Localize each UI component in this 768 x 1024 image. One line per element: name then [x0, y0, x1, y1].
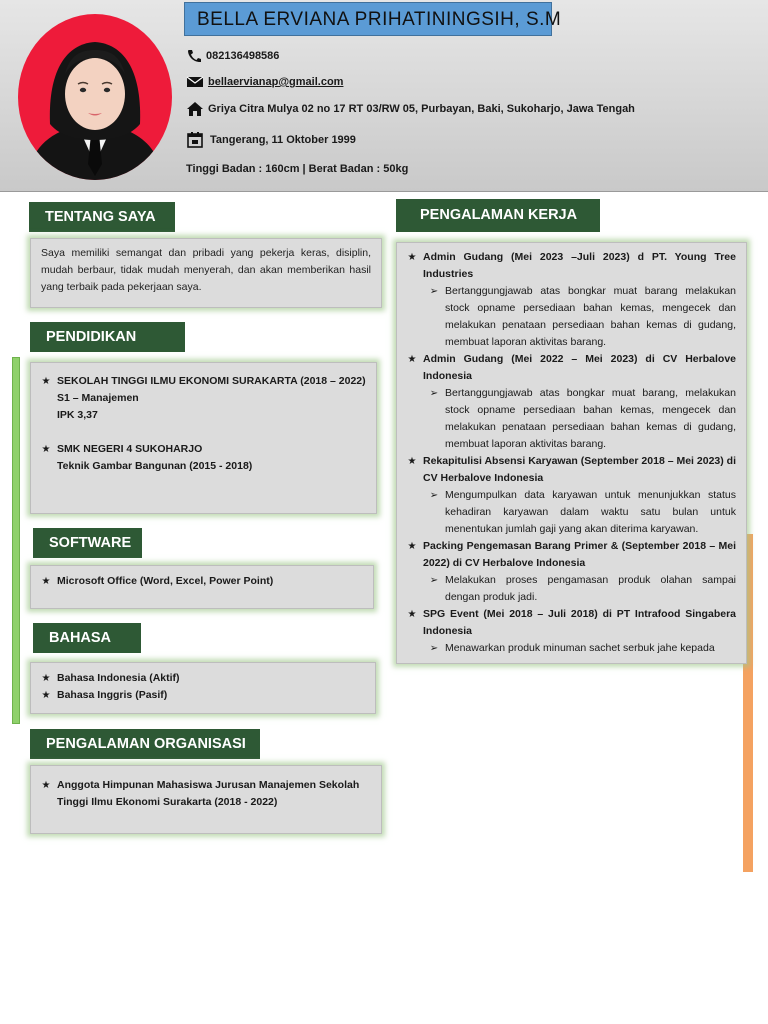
star-bullet-icon: ★	[407, 252, 417, 263]
work-box	[396, 242, 747, 664]
work-item	[401, 351, 736, 385]
organization-text: Anggota Himpunan Mahasiswa Jurusan Manajemen Sekolah Tinggi Ilmu Ekonomi Surakarta (2018 - 2022)	[57, 779, 360, 808]
about-text: Saya memiliki semangat dan pribadi yang pekerja keras, disiplin, mudah berbaur, tidak mudah menyerah, dan akan memberikan hasil yang terbaik pada pekerjaan saya.	[41, 247, 371, 293]
language-item	[35, 670, 365, 687]
work-job-title: Rekapitulisi Absensi Karyawan (September 2018 – Mei 2023) di CV Herbalove Indonesia	[423, 455, 736, 484]
education-school: SMK NEGERI 4 SUKOHARJO	[57, 443, 203, 455]
birth-text: Tangerang, 11 Oktober 1999	[210, 134, 356, 146]
software-box	[30, 565, 374, 609]
work-item	[401, 453, 736, 487]
work-description	[401, 640, 736, 657]
star-bullet-icon: ★	[407, 541, 417, 552]
section-title-software: SOFTWARE	[33, 528, 142, 558]
work-job-title: Admin Gudang (Mei 2022 – Mei 2023) di CV Herbalove Indonesia	[423, 353, 736, 382]
about-box	[30, 238, 382, 308]
email-link[interactable]: bellaervianap@gmail.com	[208, 76, 344, 88]
star-bullet-icon: ★	[41, 576, 51, 587]
envelope-icon	[186, 76, 204, 88]
profile-photo	[18, 14, 172, 180]
work-item	[401, 249, 736, 283]
work-description	[401, 385, 736, 453]
phone-row	[186, 49, 279, 63]
arrow-bullet-icon: ➢	[429, 286, 439, 297]
work-description	[401, 572, 736, 606]
body-stats-text: Tinggi Badan : 160cm | Berat Badan : 50kg	[186, 163, 409, 175]
arrow-bullet-icon: ➢	[429, 388, 439, 399]
work-description	[401, 283, 736, 351]
work-item	[401, 606, 736, 640]
arrow-bullet-icon: ➢	[429, 490, 439, 501]
phone-number: 082136498586	[206, 50, 280, 62]
star-bullet-icon: ★	[41, 690, 51, 701]
star-bullet-icon: ★	[407, 609, 417, 620]
star-bullet-icon: ★	[41, 444, 51, 455]
full-name: BELLA ERVIANA PRIHATININGSIH, S.M	[184, 2, 552, 36]
phone-icon	[186, 49, 202, 63]
home-icon	[186, 101, 204, 117]
work-desc-text: Mengumpulkan data karyawan untuk menunjukkan status kehadiran karyawan dalam waktu satu bulan untuk menentukan jumlah gaji yang akan diterima karyawan.	[445, 489, 736, 535]
section-title-language: BAHASA	[33, 623, 141, 653]
email-row	[186, 76, 343, 88]
education-major: Teknik Gambar Bangunan (2015 - 2018)	[57, 460, 253, 472]
work-job-title: Admin Gudang (Mei 2023 –Juli 2023) d PT. Young Tree Industries	[423, 251, 736, 280]
address-row	[186, 101, 635, 117]
header	[0, 0, 768, 192]
work-desc-text: Melakukan proses pengamasan produk olahan sampai dengan produk jadi.	[445, 574, 736, 603]
work-description	[401, 487, 736, 538]
work-desc-text: Menawarkan produk minuman sachet serbuk jahe kepada	[445, 642, 715, 654]
language-box	[30, 662, 376, 714]
work-job-title: SPG Event (Mei 2018 – Juli 2018) di PT Intrafood Singabera Indonesia	[423, 608, 736, 637]
left-accent-bar	[12, 357, 20, 724]
work-item	[401, 538, 736, 572]
arrow-bullet-icon: ➢	[429, 643, 439, 654]
birth-row	[186, 131, 356, 149]
organization-box	[30, 765, 382, 834]
star-bullet-icon: ★	[41, 376, 51, 387]
section-title-organization: PENGALAMAN ORGANISASI	[30, 729, 260, 759]
address-text: Griya Citra Mulya 02 no 17 RT 03/RW 05, Purbayan, Baki, Sukoharjo, Jawa Tengah	[208, 103, 635, 115]
star-bullet-icon: ★	[407, 354, 417, 365]
software-item	[35, 573, 363, 590]
language-item	[35, 687, 365, 704]
star-bullet-icon: ★	[41, 780, 51, 791]
education-item	[35, 373, 366, 424]
language-text: Bahasa Inggris (Pasif)	[57, 689, 168, 701]
software-text: Microsoft Office (Word, Excel, Power Point)	[57, 575, 274, 587]
section-title-about: TENTANG SAYA	[29, 202, 175, 232]
section-title-education: PENDIDIKAN	[30, 322, 185, 352]
star-bullet-icon: ★	[407, 456, 417, 467]
organization-item	[35, 777, 371, 811]
work-desc-text: Bertanggungjawab atas bongkar muat barang melakukan stock opname persediaan bahan kemas, mengecek dan melakukan penataan persediaan bahan kemas di gudang, membuat laporan aktivitas barang.	[445, 285, 736, 348]
language-text: Bahasa Indonesia (Aktif)	[57, 672, 180, 684]
star-bullet-icon: ★	[41, 673, 51, 684]
education-school: SEKOLAH TINGGI ILMU EKONOMI SURAKARTA (2018 – 2022)	[57, 375, 366, 387]
education-item	[35, 441, 366, 475]
education-box	[30, 362, 377, 514]
education-degree: S1 – Manajemen	[57, 392, 139, 404]
work-job-title: Packing Pengemasan Barang Primer & (September 2018 – Mei 2022) di CV Herbalove Indonesia	[423, 540, 736, 569]
work-desc-text: Bertanggungjawab atas bongkar muat barang, melakukan stock opname persediaan bahan kemas, mengecek dan melakukan penataan persediaan bahan kemas di gudang, membuat laporan aktivitas barang.	[445, 387, 736, 450]
education-gpa: IPK 3,37	[57, 409, 98, 421]
arrow-bullet-icon: ➢	[429, 575, 439, 586]
section-title-work: PENGALAMAN KERJA	[396, 199, 600, 232]
calendar-icon	[186, 131, 204, 149]
body-stats	[186, 163, 408, 175]
